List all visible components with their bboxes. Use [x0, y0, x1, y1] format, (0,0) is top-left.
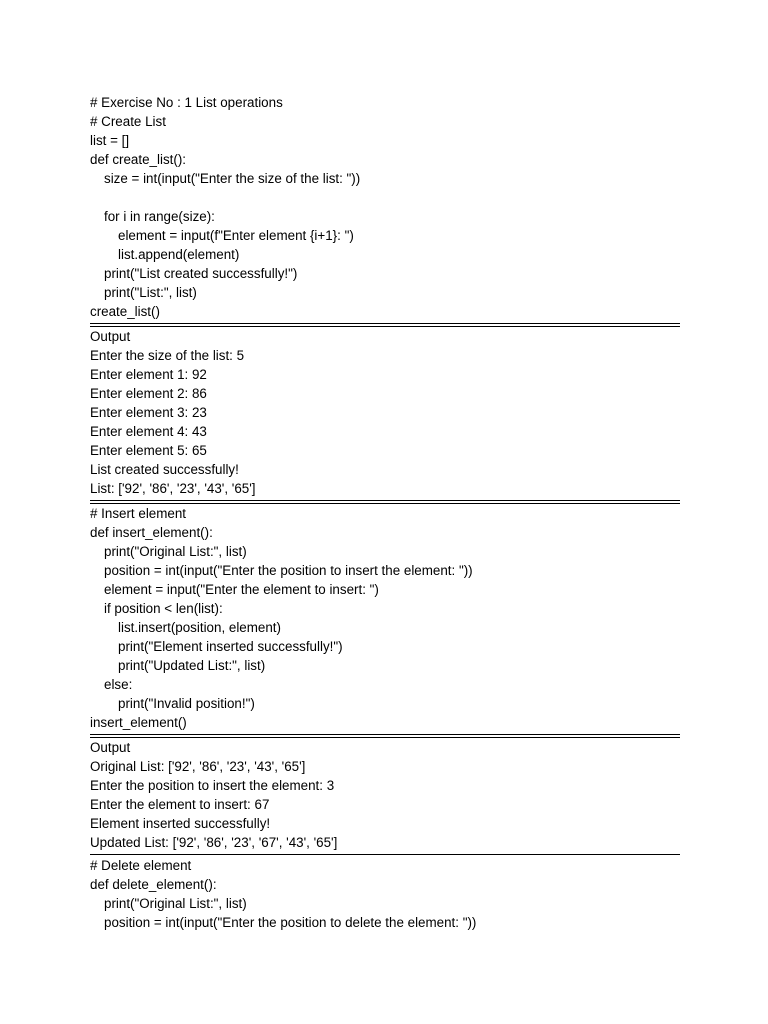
text-line: def create_list(): [90, 152, 187, 167]
text-line: insert_element() [90, 715, 187, 730]
text-line: List: ['92', '86', '23', '43', '65'] [90, 481, 256, 496]
text-line: def delete_element(): [90, 877, 217, 892]
text-line: list.insert(position, element) [118, 620, 281, 635]
text-line: Enter the size of the list: 5 [90, 348, 245, 363]
text-line: else: [104, 677, 133, 692]
text-line: print("Updated List:", list) [118, 658, 266, 673]
text-line: Output [90, 740, 131, 755]
text-line: position = int(input("Enter the position to insert the element: ")) [104, 563, 473, 578]
text-line: Enter element 5: 65 [90, 443, 207, 458]
text-line: if position < len(list): [104, 601, 223, 616]
text-line: Enter element 2: 86 [90, 386, 207, 401]
text-block [90, 93, 680, 321]
text-line: position = int(input("Enter the position to delete the element: ")) [104, 915, 477, 930]
text-line: Original List: ['92', '86', '23', '43', '65'] [90, 759, 306, 774]
text-line [90, 188, 680, 207]
text-block [90, 856, 680, 932]
text-line: element = input(f"Enter element {i+1}: ") [118, 228, 354, 243]
text-line: List created successfully! [90, 462, 239, 477]
text-line: element = input("Enter the element to insert: ") [104, 582, 379, 597]
text-line: # Create List [90, 114, 166, 129]
text-line: # Insert element [90, 506, 187, 521]
text-line: print("List created successfully!") [104, 266, 298, 281]
text-line: print("List:", list) [104, 285, 197, 300]
text-line: print("Original List:", list) [104, 896, 247, 911]
text-line: # Delete element [90, 858, 192, 873]
text-line: def insert_element(): [90, 525, 213, 540]
single-rule-divider [90, 854, 680, 855]
text-line: print("Original List:", list) [104, 544, 247, 559]
text-line: Enter element 4: 43 [90, 424, 207, 439]
text-line: Element inserted successfully! [90, 816, 271, 831]
text-block [90, 327, 680, 498]
text-block [90, 504, 680, 732]
text-block [90, 738, 680, 852]
text-line: Enter the position to insert the element: 3 [90, 778, 335, 793]
text-line: print("Element inserted successfully!") [118, 639, 343, 654]
text-line: size = int(input("Enter the size of the list: ")) [104, 171, 361, 186]
text-line: Updated List: ['92', '86', '23', '67', '43', '65'] [90, 835, 338, 850]
text-line: create_list() [90, 304, 160, 319]
text-line: Enter element 1: 92 [90, 367, 207, 382]
text-line: Enter the element to insert: 67 [90, 797, 270, 812]
text-line: list = [] [90, 133, 130, 148]
text-line: Enter element 3: 23 [90, 405, 207, 420]
text-line: list.append(element) [118, 247, 240, 262]
text-line: print("Invalid position!") [118, 696, 255, 711]
text-line: for i in range(size): [104, 209, 215, 224]
text-line: Output [90, 329, 131, 344]
text-line: # Exercise No : 1 List operations [90, 95, 283, 110]
document-page [90, 93, 680, 932]
